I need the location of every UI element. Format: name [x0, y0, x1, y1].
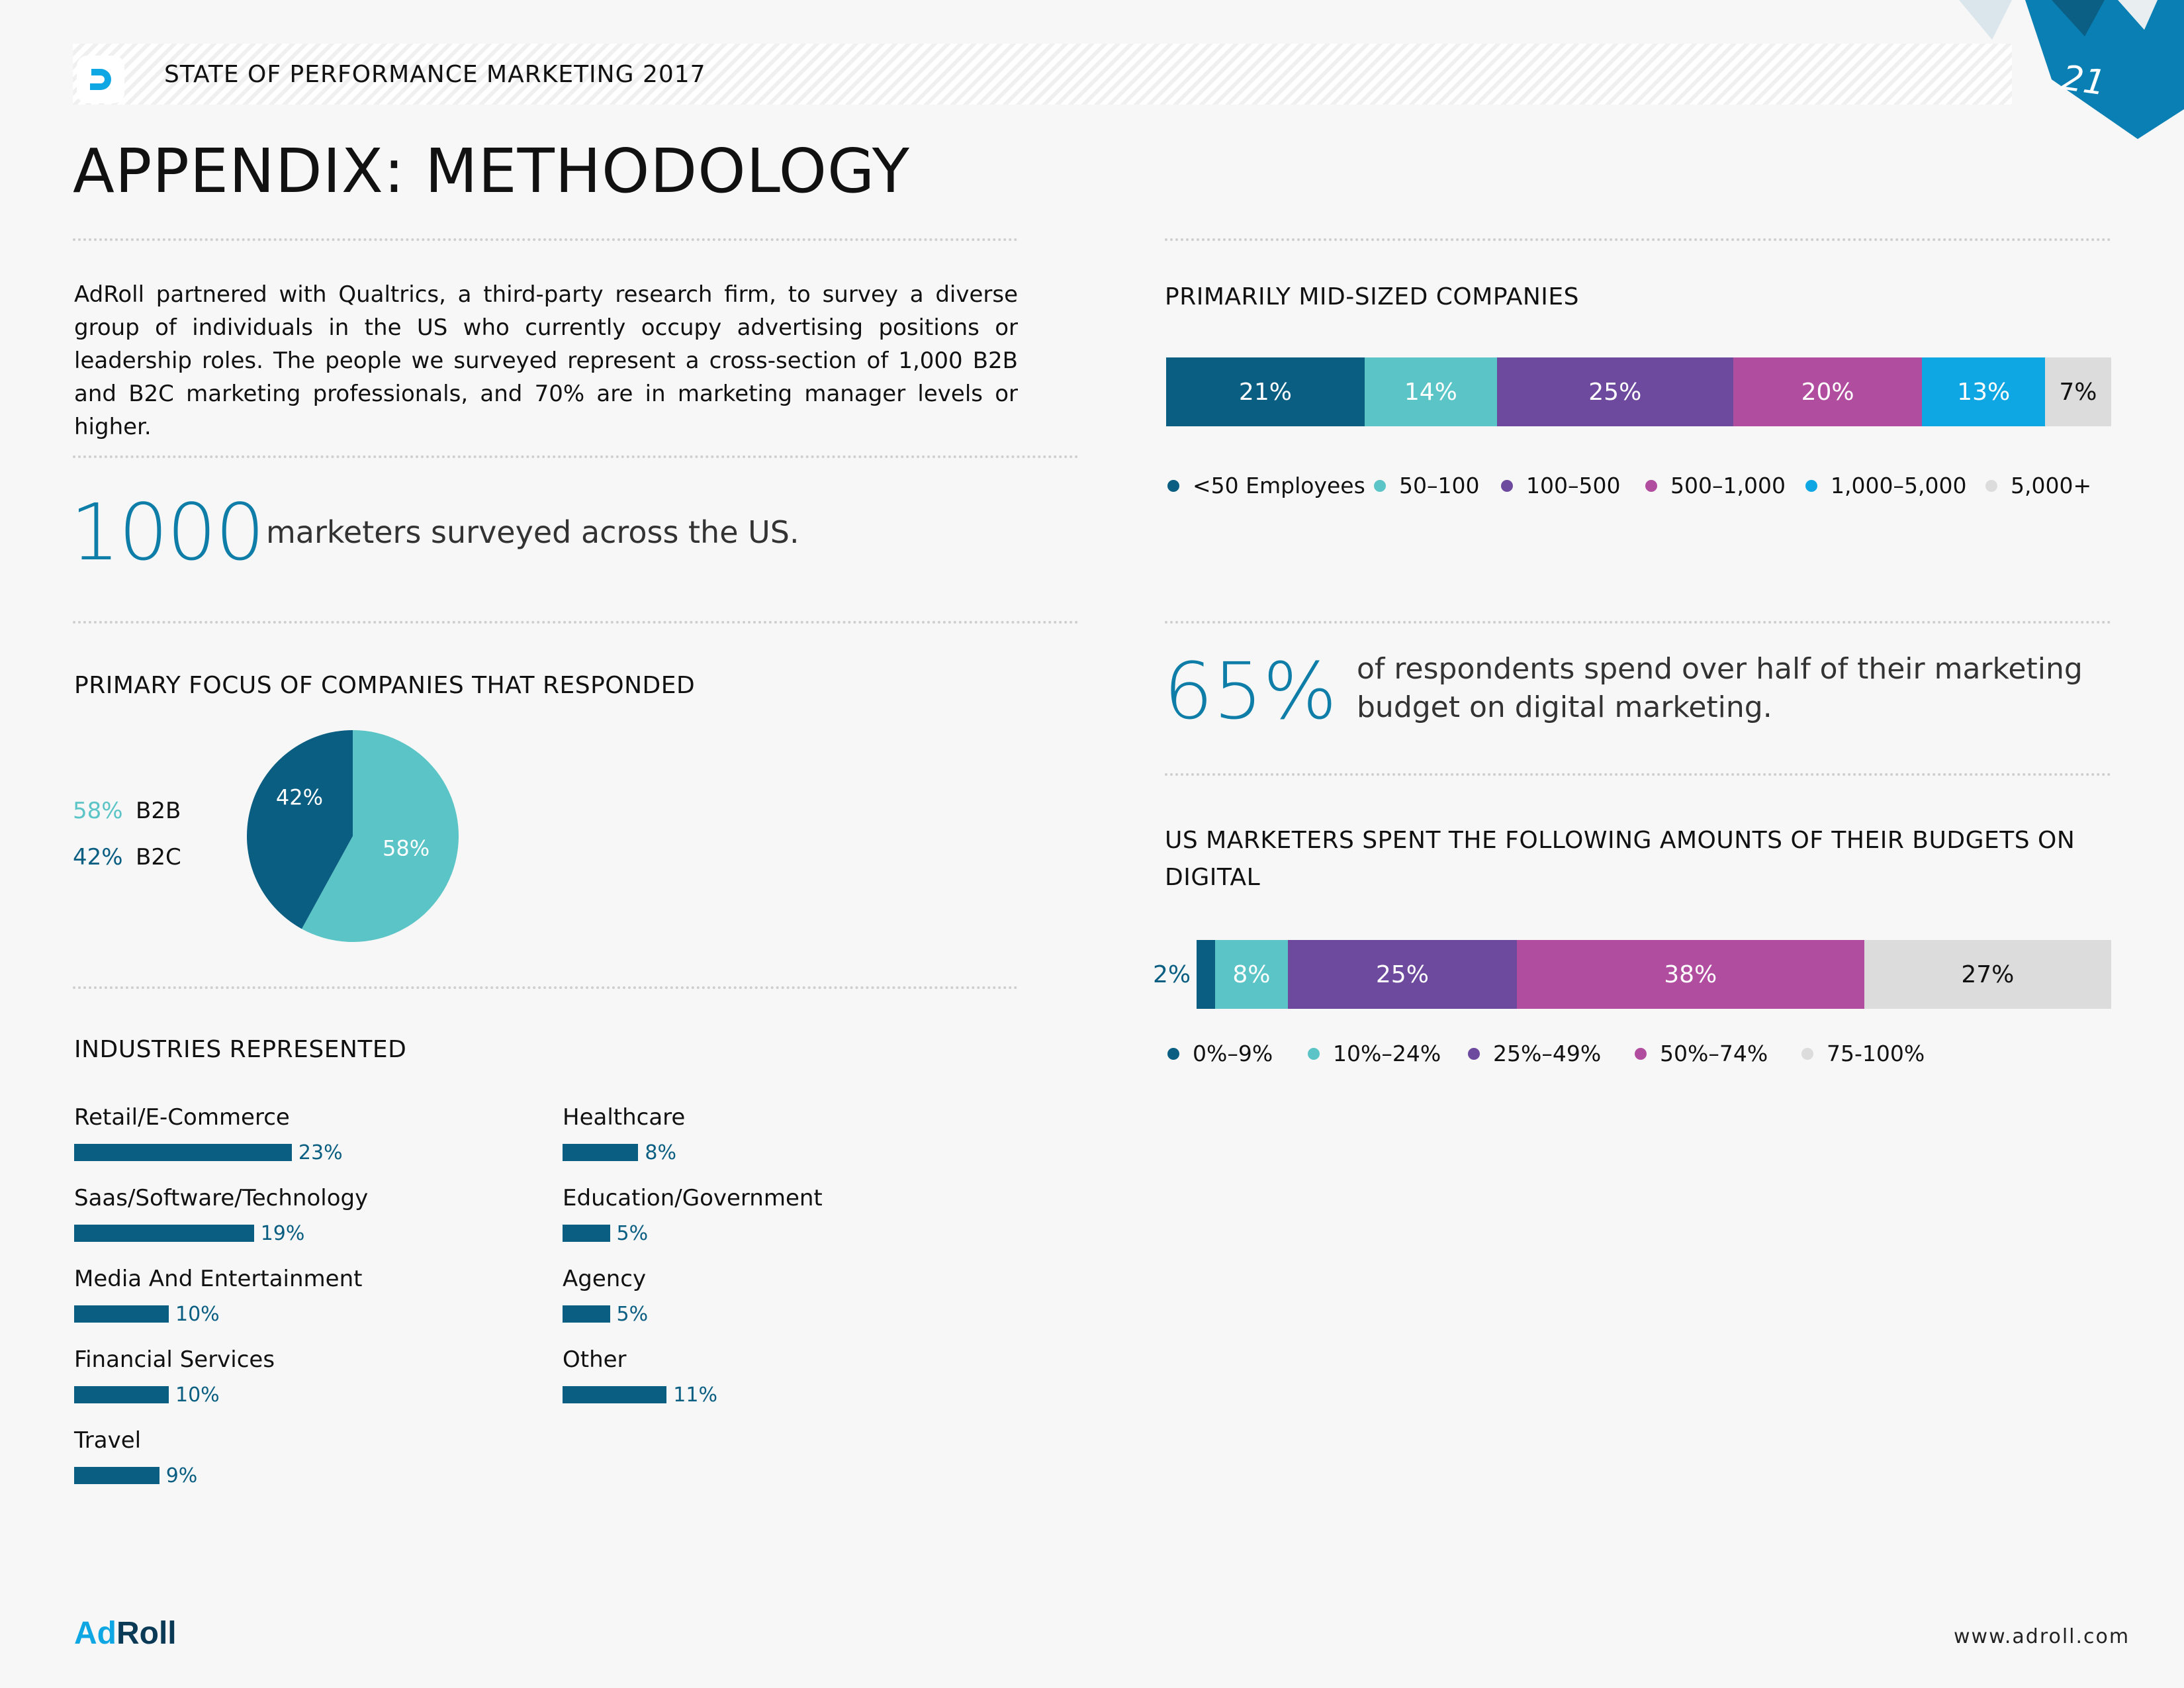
industry-bar [74, 1144, 292, 1161]
digital-budget-legend [1167, 1041, 1934, 1066]
legend-swatch [1635, 1048, 1647, 1060]
segment-label: 14% [1404, 378, 1457, 406]
industry-bar [74, 1305, 169, 1323]
segment-label: 13% [1957, 378, 2011, 406]
legend-label: 50–100 [1399, 473, 1480, 498]
industry-bar [563, 1305, 610, 1323]
industry-label: Agency [563, 1266, 647, 1292]
wordmark-text: AdRoll [74, 1616, 177, 1651]
pie-legend-label: B2B [136, 798, 181, 824]
legend-label: 0%–9% [1193, 1041, 1273, 1066]
industries-title: INDUSTRIES REPRESENTED [74, 1036, 407, 1063]
stack-segment [1733, 357, 1923, 426]
legend-item [1308, 1041, 1468, 1066]
stack-segment [1497, 357, 1733, 426]
legend-item [1635, 1041, 1801, 1066]
industry-label: Education/Government [563, 1185, 823, 1211]
stack-segment [1197, 940, 1215, 1009]
legend-item [1167, 1041, 1308, 1066]
stack-segment [1922, 357, 2045, 426]
legend-swatch [1645, 480, 1657, 492]
legend-swatch [1167, 480, 1179, 492]
segment-label: 20% [1801, 378, 1854, 406]
divider [1165, 621, 2111, 624]
stack-segment [1864, 940, 2111, 1009]
industry-bar [74, 1225, 254, 1242]
stack-segment [1215, 940, 1289, 1009]
legend-swatch [1801, 1048, 1813, 1060]
legend-label: 10%–24% [1333, 1041, 1441, 1066]
legend-label: <50 Employees [1193, 473, 1365, 498]
pie-chart [244, 727, 462, 945]
segment-label: 25% [1375, 961, 1429, 988]
segment-label: 38% [1664, 961, 1717, 988]
legend-item [1374, 473, 1501, 498]
industry-value: 11% [673, 1383, 717, 1407]
segment-label: 27% [1961, 961, 2015, 988]
legend-item [1468, 1041, 1635, 1066]
legend-swatch [1374, 480, 1386, 492]
legend-item [1167, 473, 1374, 498]
intro-paragraph: AdRoll partnered with Qualtrics, a third-party research firm, to survey a diverse group of individuals in the US who currently occupy advertising positions or leadership roles. The people we surveyed represent a cross-section of 1,000 B2B and B2C marketing professionals, and 70% are in marketing manager levels or higher. [74, 281, 1018, 440]
company-size-bar [1166, 357, 2111, 426]
industry-value: 8% [645, 1141, 676, 1164]
legend-item [1985, 473, 2098, 498]
industry-label: Healthcare [563, 1104, 686, 1131]
industry-label: Saas/Software/Technology [74, 1185, 369, 1211]
legend-label: 75-100% [1827, 1041, 1925, 1066]
industry-label: Travel [74, 1427, 142, 1454]
industry-label: Other [563, 1346, 627, 1373]
industry-value: 5% [616, 1303, 649, 1326]
pie-chart-title: PRIMARY FOCUS OF COMPANIES THAT RESPONDED [74, 672, 696, 699]
footer-url[interactable]: www.adroll.com [1954, 1625, 2130, 1648]
industry-value: 10% [175, 1303, 220, 1326]
industry-label: Media And Entertainment [74, 1266, 363, 1292]
industry-value: 5% [616, 1222, 649, 1245]
industry-bar [563, 1386, 666, 1403]
company-size-legend [1167, 473, 2098, 498]
divider [73, 455, 1079, 458]
digital-budget-title: US MARKETERS SPENT THE FOLLOWING AMOUNTS OF THEIR BUDGETS ON DIGITAL [1165, 827, 2075, 891]
industry-label: Financial Services [74, 1346, 275, 1373]
legend-item [1801, 1041, 1934, 1066]
legend-label: 25%–49% [1493, 1041, 1602, 1066]
adroll-wordmark [74, 1613, 193, 1656]
pie-slice-label: 58% [383, 835, 430, 861]
legend-label: 500–1,000 [1670, 473, 1786, 498]
industry-value: 19% [260, 1222, 305, 1245]
divider [73, 621, 1079, 624]
company-size-title: PRIMARILY MID-SIZED COMPANIES [1165, 283, 1580, 310]
pie-legend-pct: 58% [73, 798, 123, 824]
industry-value: 10% [175, 1383, 220, 1407]
stack-segment [1365, 357, 1497, 426]
industry-bar [74, 1386, 169, 1403]
stat-text: of respondents spend over half of their marketing budget on digital marketing. [1357, 652, 2083, 724]
stat-text: marketers surveyed across the US. [266, 514, 799, 550]
pie-legend-label: B2C [136, 844, 181, 870]
legend-swatch [1501, 480, 1513, 492]
digital-budget-bar [1197, 940, 2111, 1009]
legend-item [1501, 473, 1645, 498]
divider [1165, 773, 2111, 776]
budget-small-label: 2% [1153, 961, 1191, 988]
legend-label: 5,000+ [2011, 473, 2092, 498]
page-number: 21 [2059, 58, 2109, 104]
pie-legend-item [73, 844, 181, 870]
industry-bar [563, 1144, 638, 1161]
segment-label: 25% [1588, 378, 1642, 406]
legend-item [1645, 473, 1805, 498]
divider [1165, 238, 2111, 241]
legend-label: 100–500 [1526, 473, 1621, 498]
segment-label: 7% [2059, 378, 2097, 406]
pie-legend-item [73, 798, 181, 824]
adroll-wordmark-logo [74, 1613, 193, 1653]
legend-label: 1,000–5,000 [1831, 473, 1967, 498]
stack-segment [1166, 357, 1365, 426]
legend-label: 50%–74% [1660, 1041, 1768, 1066]
legend-swatch [1985, 480, 1997, 492]
page-heading: APPENDIX: METHODOLOGY [73, 136, 910, 207]
legend-swatch [1167, 1048, 1179, 1060]
industry-label: Retail/E-Commerce [74, 1104, 290, 1131]
industry-bar [74, 1467, 159, 1484]
industry-value: 23% [298, 1141, 343, 1164]
industry-value: 9% [165, 1464, 198, 1487]
divider [73, 986, 1018, 989]
pie-slice-label: 42% [275, 784, 323, 810]
legend-swatch [1805, 480, 1817, 492]
stack-segment [1517, 940, 1864, 1009]
adroll-logo-icon [77, 56, 124, 106]
stack-segment [1288, 940, 1517, 1009]
pie-legend-pct: 42% [73, 844, 123, 870]
legend-swatch [1308, 1048, 1320, 1060]
divider [73, 238, 1018, 241]
segment-label: 21% [1238, 378, 1292, 406]
document-title: STATE OF PERFORMANCE MARKETING 2017 [164, 61, 706, 88]
legend-item [1805, 473, 1985, 498]
stack-segment [2045, 357, 2111, 426]
segment-label: 8% [1232, 961, 1271, 988]
stat-value: 65% [1163, 645, 1338, 737]
industry-bar [563, 1225, 610, 1242]
stat-value: 1000 [70, 487, 264, 578]
legend-swatch [1468, 1048, 1480, 1060]
